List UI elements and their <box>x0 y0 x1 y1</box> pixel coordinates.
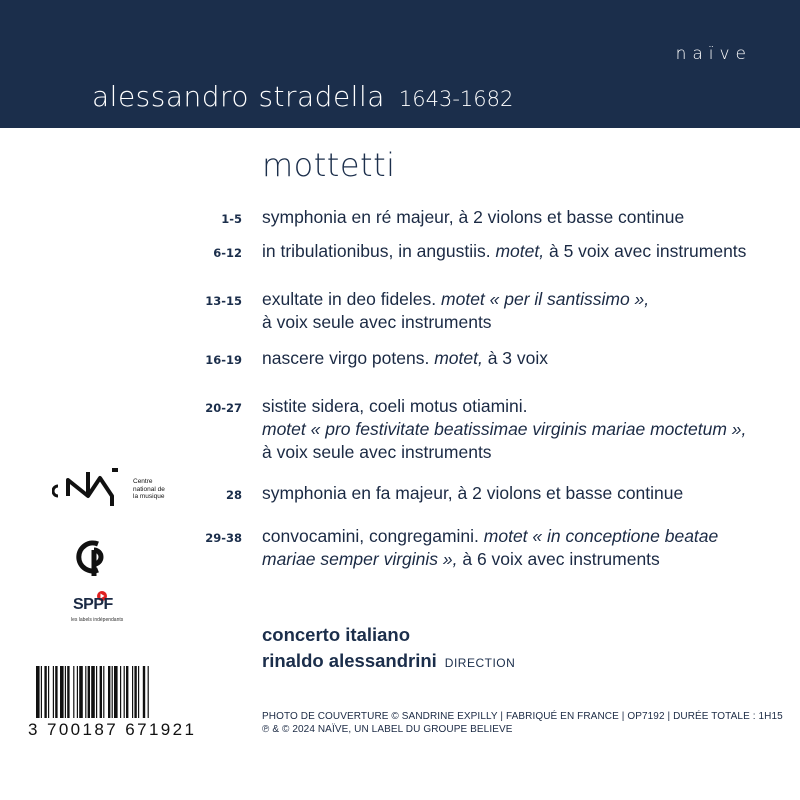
composer-name: alessandro stradella <box>92 80 385 113</box>
track-title-text: à 3 voix <box>482 348 549 368</box>
director-line <box>262 650 515 672</box>
track-number: 1-5 <box>221 212 242 226</box>
barcode-bar <box>44 666 46 718</box>
barcode-bar <box>112 666 113 718</box>
composer-years: 1643-1682 <box>398 87 514 111</box>
track-title-italic: motet « in conceptione beatae <box>483 526 719 546</box>
track-title-line <box>262 482 790 505</box>
cp-logo-icon <box>72 536 116 580</box>
label-logo: naïve <box>675 44 752 64</box>
sppf-logo: SPPF <box>73 596 113 613</box>
album-title: mottetti <box>262 146 396 184</box>
barcode-bar <box>138 666 139 718</box>
track-title-text: à voix seule avec instruments <box>262 442 492 462</box>
track-row <box>190 288 790 334</box>
track-number: 28 <box>225 488 242 502</box>
track-title-text: sistite sidera, coeli motus otiamini. <box>262 396 528 416</box>
track-title-italic: mariae semper virginis », <box>262 549 458 569</box>
track-title-line <box>262 311 790 334</box>
barcode-bar <box>65 666 66 718</box>
barcode-number: 3 700187 671921 <box>28 720 197 739</box>
composer-heading <box>92 80 513 113</box>
barcode-bar <box>88 666 90 718</box>
track-title-line <box>262 240 790 263</box>
track-title-line <box>262 525 790 548</box>
track-title-italic: motet, <box>434 348 483 368</box>
barcode-bar <box>148 666 149 718</box>
track-title-line <box>262 288 790 311</box>
track-title <box>262 347 790 370</box>
track-title-text: à 6 voix avec instruments <box>457 549 660 569</box>
barcode-bar <box>85 666 86 718</box>
track-title-italic: motet « per il santissimo », <box>441 289 650 309</box>
track-row <box>190 525 790 571</box>
track-title <box>262 240 790 263</box>
track-title-line <box>262 395 790 418</box>
sppf-caption: les labels indépendants <box>71 617 124 623</box>
barcode-bar <box>60 666 64 718</box>
cnm-logo-icon <box>52 466 132 510</box>
track-title-line <box>262 418 790 441</box>
credits-line-1: PHOTO DE COUVERTURE © SANDRINE EXPILLY | FABRIQUÉ EN FRANCE | OP7192 | DURÉE TOTALE : 1H15 <box>262 711 783 722</box>
track-title <box>262 206 790 229</box>
track-row <box>190 240 790 263</box>
track-number: 29-38 <box>205 531 242 545</box>
track-title <box>262 288 790 334</box>
barcode-bar <box>103 666 104 718</box>
track-title-text: symphonia en ré majeur, à 2 violons et basse continue <box>262 207 685 227</box>
track-title-text: convocamini, congregamini. <box>262 526 484 546</box>
barcode-bar <box>96 666 97 718</box>
track-number: 20-27 <box>205 401 242 415</box>
track-title-text: à voix seule avec instruments <box>262 312 492 332</box>
track-row <box>190 482 790 505</box>
director-name: rinaldo alessandrini <box>262 650 437 671</box>
track-title-text: exultate in deo fideles. <box>262 289 442 309</box>
track-row <box>190 395 790 464</box>
ensemble-name: concerto italiano <box>262 624 411 645</box>
credits-line-2: ℗ & © 2024 NAÏVE, UN LABEL DU GROUPE BELIEVE <box>262 724 513 735</box>
barcode-bar <box>41 666 42 718</box>
barcode-bar <box>48 666 49 718</box>
cnm-caption: Centre national de la musique <box>133 478 165 500</box>
track-title-text: nascere virgo potens. <box>262 348 435 368</box>
barcode-bar <box>108 666 110 718</box>
barcode-icon <box>36 666 184 718</box>
barcode-bar <box>114 666 118 718</box>
barcode-bar <box>124 666 125 718</box>
track-title-text: à 5 voix avec instruments <box>544 241 747 261</box>
track-row <box>190 206 790 229</box>
barcode-bar <box>91 666 95 718</box>
track-title-italic: motet, <box>495 241 545 261</box>
barcode-bar <box>132 666 133 718</box>
track-title-line <box>262 206 790 229</box>
track-title-italic: motet « pro festivitate beatissimae virginis mariae moctetum », <box>262 419 747 439</box>
track-title <box>262 525 790 571</box>
barcode-bar <box>120 666 121 718</box>
track-title-text: in tribulationibus, in angustiis. <box>262 241 496 261</box>
track-number: 6-12 <box>213 246 242 260</box>
barcode-bar <box>77 666 78 718</box>
track-number: 16-19 <box>205 353 242 367</box>
track-row <box>190 347 790 370</box>
track-title-line <box>262 548 790 571</box>
barcode-bar <box>143 666 145 718</box>
barcode-bar <box>100 666 102 718</box>
header-band <box>0 0 800 128</box>
barcode-bar <box>36 666 40 718</box>
track-title <box>262 395 790 464</box>
barcode-bar <box>126 666 128 718</box>
director-role: DIRECTION <box>444 656 516 670</box>
barcode-bar <box>79 666 83 718</box>
barcode-bar <box>55 666 57 718</box>
track-title-text: symphonia en fa majeur, à 2 violons et basse continue <box>262 483 684 503</box>
track-title-line <box>262 347 790 370</box>
track-number: 13-15 <box>205 294 242 308</box>
barcode-bar <box>73 666 74 718</box>
barcode-bar <box>53 666 54 718</box>
barcode-bar <box>134 666 136 718</box>
barcode-bar <box>67 666 69 718</box>
track-title-line <box>262 441 790 464</box>
track-title <box>262 482 790 505</box>
